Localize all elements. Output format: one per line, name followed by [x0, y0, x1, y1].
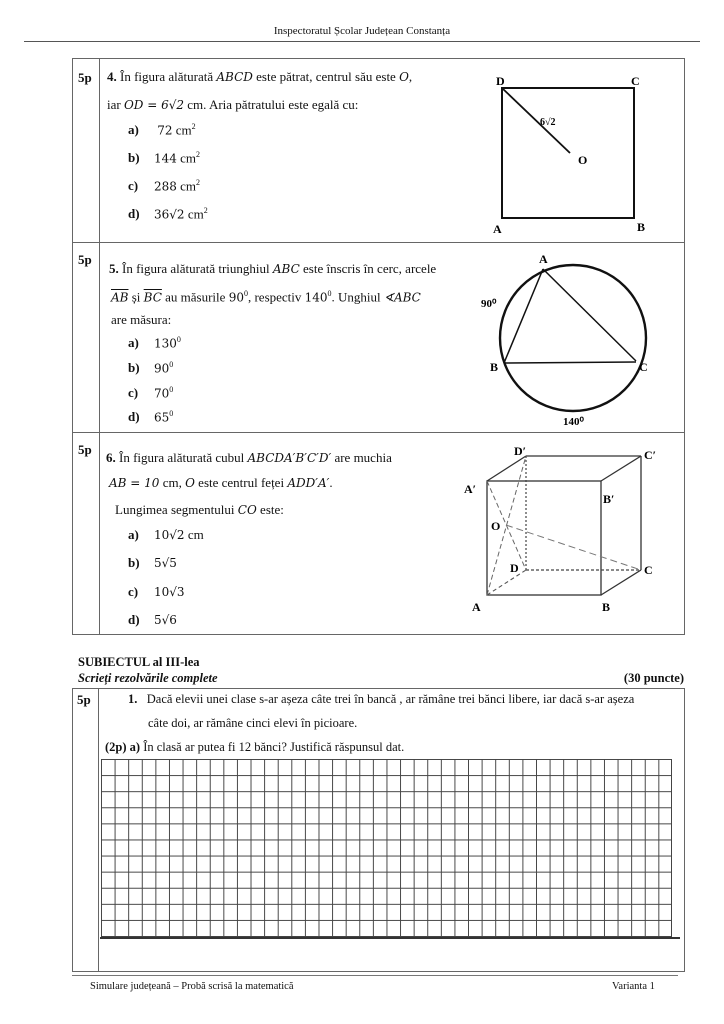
- question-5-row: [73, 243, 684, 433]
- question-5-text-line2: $\overline{AB}$ și $\overline{BC}$ au măsurile $90^0$, respectiv $140^0$. Unghiul ∢ABC: [111, 289, 421, 305]
- label-O: O: [578, 153, 588, 167]
- question-4-text: 4. În figura alăturată ABCD este pătrat, centrul său este O,: [107, 69, 413, 84]
- label-arc-ab: 90⁰: [481, 298, 497, 310]
- section-points: (30 puncte): [623, 671, 684, 685]
- question-6-text: 6. În figura alăturată cubul ABCDA′B′C′D′ are muchia: [106, 450, 392, 465]
- label-B: B: [602, 600, 611, 614]
- question-6-row: [73, 433, 684, 634]
- questions-table: [72, 58, 685, 635]
- label-A: A: [539, 252, 548, 266]
- label-C: C: [631, 74, 640, 88]
- option-c[interactable]: c) 288 $cm^2$: [128, 178, 201, 194]
- label-D: D: [496, 74, 505, 88]
- question-points: 5p: [78, 442, 92, 457]
- question-5-text-line3: are măsura:: [111, 312, 172, 327]
- points-column: [73, 59, 100, 242]
- label-od-length: 6√2: [540, 117, 556, 128]
- option-c[interactable]: c) 10√3: [128, 584, 185, 599]
- label-A-prime: A′: [464, 482, 477, 496]
- subquestion-a: (2p) a) În clasă ar putea fi 12 bănci? Justifică răspunsul dat.: [105, 740, 405, 754]
- subquestion-points: (2p) a): [105, 740, 141, 754]
- label-D-prime: D′: [514, 444, 527, 458]
- option-d[interactable]: d) $65^0$: [128, 409, 174, 425]
- footer-left-text: Simulare județeană – Probă scrisă la matematică: [90, 981, 294, 992]
- question-5-text: 5. În figura alăturată triunghiul ABC este înscris în cerc, arcele: [109, 261, 437, 276]
- problem-number: 1.: [128, 692, 138, 706]
- option-d[interactable]: d) 5√6: [128, 612, 177, 627]
- label-C: C: [644, 563, 653, 577]
- answer-grid[interactable]: [101, 759, 672, 937]
- problem-points: 5p: [77, 692, 91, 707]
- points-column: [73, 243, 100, 432]
- section-title: SUBIECTUL al III-lea: [78, 655, 200, 669]
- question-6-text-line3: Lungimea segmentului CO este:: [115, 502, 284, 517]
- inscribed-triangle-figure: [471, 247, 681, 429]
- question-number: 5.: [109, 261, 119, 276]
- cube-figure: [456, 443, 681, 633]
- question-4-row: [73, 59, 684, 243]
- label-B: B: [490, 360, 499, 374]
- option-d[interactable]: d) 36√2 $cm^2$: [128, 206, 208, 222]
- label-B-prime: B′: [603, 492, 615, 506]
- page-header-title: Inspectoratul Școlar Județean Constanța: [273, 25, 451, 37]
- option-b[interactable]: b) 144 $cm^2$: [128, 150, 201, 166]
- header-divider: [24, 41, 700, 42]
- label-A: A: [472, 600, 481, 614]
- section-subtitle: Scrieți rezolvările complete: [78, 671, 218, 685]
- question-number: 6.: [106, 450, 116, 465]
- square-figure: [483, 65, 683, 240]
- question-points: 5p: [78, 70, 92, 85]
- label-D: D: [510, 561, 519, 575]
- footer-divider: [72, 975, 678, 976]
- points-column: [73, 689, 99, 971]
- label-C-prime: C′: [644, 448, 657, 462]
- question-6-text-line2: AB = 10 cm, O este centrul feței ADD′A′.: [109, 475, 333, 490]
- option-a[interactable]: a) 72 $cm^2$: [128, 122, 196, 138]
- option-a[interactable]: a) $130^0$: [128, 335, 181, 351]
- label-B: B: [637, 220, 646, 234]
- option-b[interactable]: b) $90^0$: [128, 360, 174, 376]
- question-4-text-line2: iar OD = 6√2 cm. Aria pătratului este egală cu:: [107, 97, 359, 112]
- answer-grid-baseline: [100, 937, 680, 939]
- problem-text-line2: câte doi, ar rămâne cinci elevi în picioare.: [148, 716, 358, 730]
- label-C: C: [639, 360, 648, 374]
- points-column: [73, 433, 100, 634]
- option-c[interactable]: c) $70^0$: [128, 385, 174, 401]
- question-points: 5p: [78, 252, 92, 267]
- footer-variant: Varianta 1: [612, 981, 655, 992]
- question-number: 4.: [107, 69, 117, 84]
- option-b[interactable]: b) 5√5: [128, 555, 177, 570]
- problem-text-line1: 1. Dacă elevii unei clase s-ar așeza câte trei în bancă , ar rămâne trei bănci libere, iar dacă s-ar așeza: [128, 692, 635, 706]
- option-a[interactable]: a) 10√2 cm: [128, 527, 204, 542]
- label-arc-bc: 140⁰: [563, 416, 584, 428]
- label-A: A: [493, 222, 502, 236]
- label-O: O: [491, 519, 501, 533]
